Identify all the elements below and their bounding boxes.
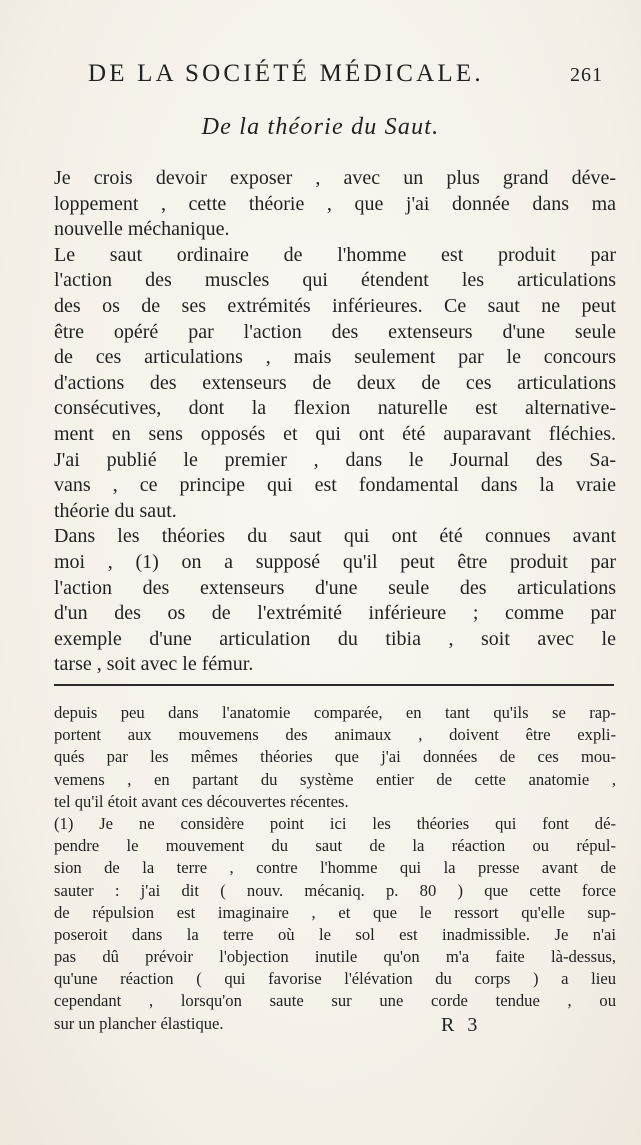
running-head: DE LA SOCIÉTÉ MÉDICALE. [88, 60, 484, 87]
main-text [54, 166, 616, 678]
text-line: théorie du saut. [54, 499, 177, 522]
text-line: Le saut ordinaire de l'homme est produit par [54, 243, 616, 266]
footnote-line: sur un plancher élastique. [54, 1013, 224, 1033]
text-line: ment en sens opposés et qui ont été auparavant fléchies. [54, 422, 616, 445]
text-line: d'un des os de l'extrémité inférieure ; comme par [54, 602, 616, 625]
text-line: vans , ce principe qui est fondamental dans la vraie [54, 474, 616, 497]
text-line: d'actions des extenseurs de deux de ces articulations [54, 371, 616, 394]
text-line: J'ai publié le premier , dans le Journal des Sa- [54, 448, 616, 471]
page-number: 261 [570, 64, 603, 86]
signature-mark: R 3 [441, 1014, 482, 1036]
footnote-line: poseroit dans la terre où le sol est inadmissible. Je n'ai [54, 924, 616, 944]
text-line: Dans les théories du saut qui ont été connues avant [54, 525, 616, 548]
footnote-line: portent aux mouvemens des animaux , doivent être expli- [54, 725, 616, 745]
footnote-divider [54, 684, 614, 686]
footnote-line: (1) Je ne considère point ici les théories qui font dé- [54, 813, 616, 833]
footnote-line: tel qu'il étoit avant ces découvertes récentes. [54, 791, 349, 811]
text-line: de ces articulations , mais seulement par le concours [54, 346, 616, 369]
text-line: nouvelle méchanique. [54, 218, 230, 241]
text-line: loppement , cette théorie , que j'ai donnée dans ma [54, 192, 616, 215]
footnote-line: sauter : j'ai dit ( nouv. mécaniq. p. 80 ) que cette force [54, 880, 616, 900]
text-line: l'action des extenseurs d'une seule des articulations [54, 576, 616, 599]
text-line: être opéré par l'action des extenseurs d'une seule [54, 320, 616, 343]
footnote-line: qués par les mêmes théories que j'ai données de ces mou- [54, 747, 616, 767]
footnote-line: sion de la terre , contre l'homme qui la presse avant de [54, 858, 616, 878]
footnote-line: pas dû prévoir l'objection inutile qu'on m'a faite là-dessus, [54, 947, 616, 967]
footnote-line: vemens , en partant du système entier de cette anatomie , [54, 769, 616, 789]
text-line: l'action des muscles qui étendent les articulations [54, 269, 616, 292]
section-title: De la théorie du Saut. [201, 114, 440, 140]
text-line: Je crois devoir exposer , avec un plus grand déve- [54, 167, 616, 189]
footnote-line: de répulsion est imaginaire , et que le ressort qu'elle sup- [54, 902, 616, 922]
footnote-line: cependant , lorsqu'on saute sur une corde tendue , ou [54, 991, 616, 1011]
footnote-line: depuis peu dans l'anatomie comparée, en tant qu'ils se rap- [54, 703, 616, 722]
text-line: consécutives, dont la flexion naturelle est alternative- [54, 397, 616, 420]
text-line: exemple d'une articulation du tibia , soit avec le [54, 627, 616, 650]
text-line: des os de ses extrémités inférieures. Ce saut ne peut [54, 294, 616, 317]
text-line: tarse , soit avec le fémur. [54, 653, 254, 676]
footnote-line: qu'une réaction ( qui favorise l'élévation du corps ) a lieu [54, 969, 616, 989]
text-line: moi , (1) on a supposé qu'il peut être produit par [54, 550, 616, 573]
footnote-line: pendre le mouvement du saut de la réaction ou répul- [54, 836, 616, 856]
footnotes [54, 702, 616, 1035]
